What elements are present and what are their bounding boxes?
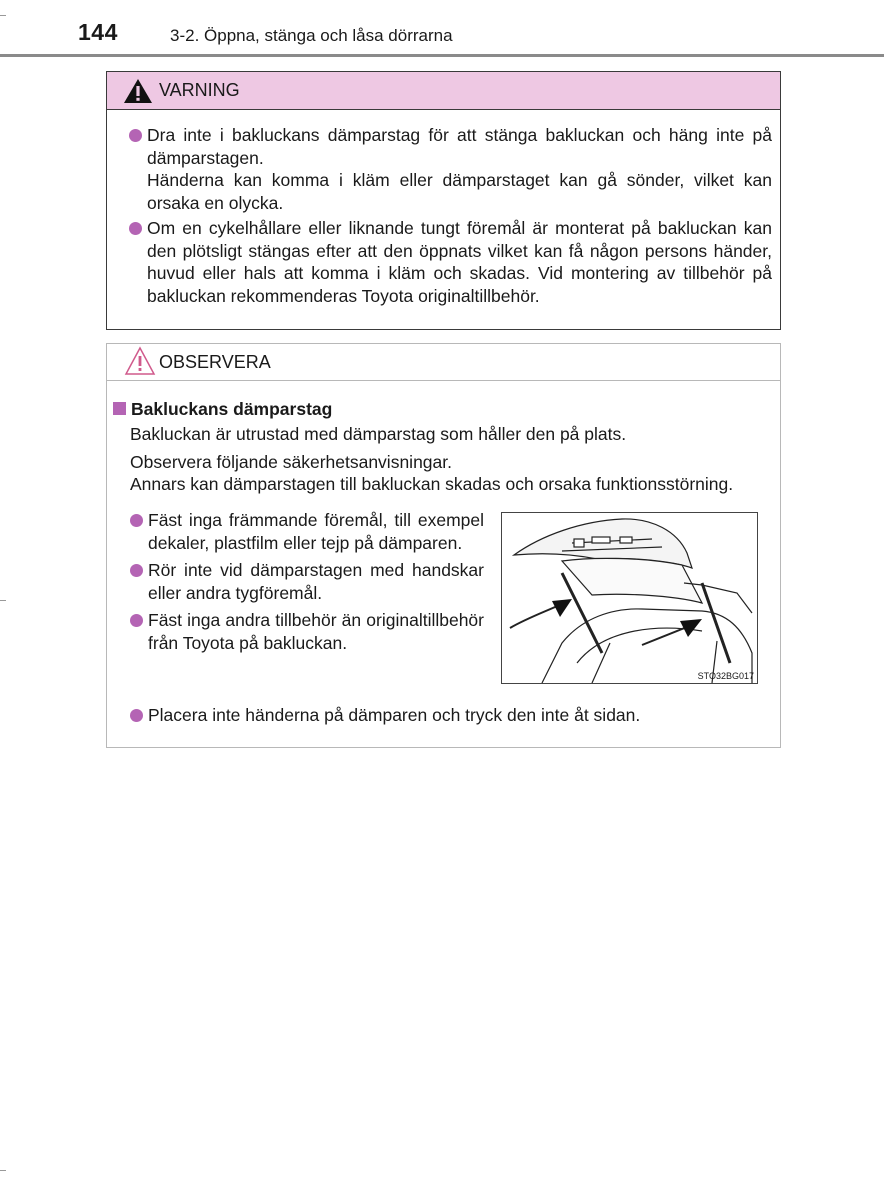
notice-intro-2: Observera följande säkerhetsanvisningar. [130,452,452,472]
tailgate-drawing [502,513,757,683]
bullet-dot-icon [130,614,143,627]
bullet-dot-icon [129,129,142,142]
bullet-dot-icon [130,564,143,577]
warning-header [107,72,780,110]
notice-list [130,509,484,654]
caution-triangle-icon [124,346,156,376]
header-rule [0,54,884,57]
section-title: 3-2. Öppna, stänga och låsa dörrarna [170,26,453,45]
notice-item: Fäst inga andra tillbehör än originaltillbehör från Toyota på bakluckan. [130,609,484,654]
warning-item: Om en cykelhållare eller liknande tungt föremål är monterat på bakluckan kan den plötsligt stängas efter att den öppnats vilket kan få någon persons händer, huvud eller hals att komma i kläm och skadas. Vid montering av tillbehör på bakluckan rekommenderas Toyota originaltillbehör. [129,217,772,307]
crop-mark [0,1170,6,1171]
notice-box [106,343,781,748]
crop-mark [0,15,6,16]
square-bullet-icon [113,402,126,415]
figure-code: STO32BG017 [697,671,754,681]
page-number: 144 [78,19,118,45]
notice-title: OBSERVERA [159,352,271,372]
warning-triangle-icon [123,78,153,104]
page-header [0,0,884,60]
notice-list-bottom [130,704,772,727]
notice-item: Placera inte händerna på dämparen och tryck den inte åt sidan. [130,704,772,727]
notice-header [107,344,780,381]
warning-box [106,71,781,330]
warning-item: Dra inte i bakluckans dämparstag för att stänga bakluckan och häng inte på dämparstagen. Händerna kan komma i kläm eller dämparstaget kan gå sönder, vilket kan orsaka en olycka. [129,124,772,214]
warning-title: VARNING [159,80,240,100]
notice-intro-3: Annars kan dämparstagen till bakluckan skadas och orsaka funktionsstörning. [130,474,734,494]
notice-intro-1: Bakluckan är utrustad med dämparstag som håller den på plats. [130,424,627,444]
notice-item: Rör inte vid dämparstagen med handskar eller andra tygföremål. [130,559,484,604]
bullet-dot-icon [130,514,143,527]
damper-illustration [501,512,758,684]
notice-subheading: Bakluckans dämparstag [113,399,332,420]
notice-item: Fäst inga främmande föremål, till exempel dekaler, plastfilm eller tejp på dämparen. [130,509,484,554]
bullet-dot-icon [130,709,143,722]
bullet-dot-icon [129,222,142,235]
crop-mark [0,600,6,601]
warning-list [129,124,772,307]
